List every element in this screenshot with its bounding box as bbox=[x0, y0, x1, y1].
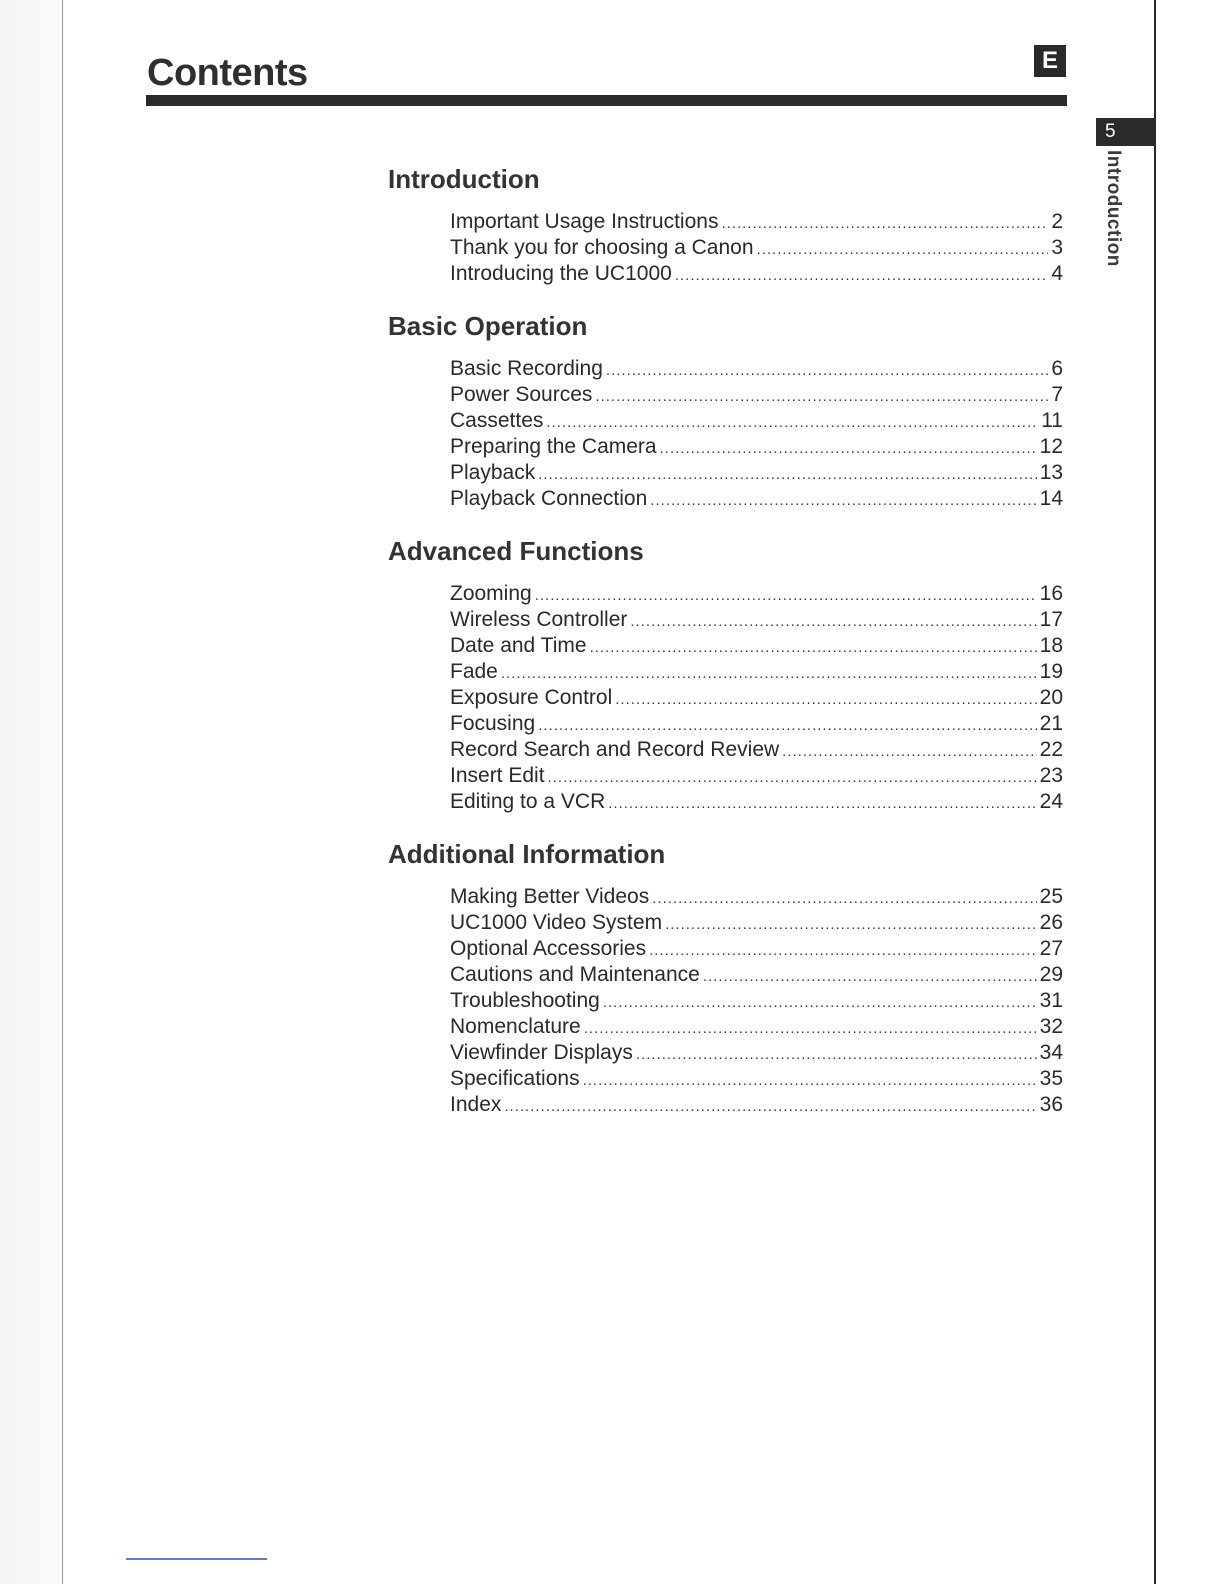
toc-entry[interactable] bbox=[450, 1066, 1063, 1092]
toc-entry-page: 22 bbox=[1039, 738, 1063, 761]
dot-leader bbox=[584, 1016, 1037, 1042]
toc-entry-label: Basic Recording bbox=[450, 357, 603, 380]
dot-leader bbox=[675, 263, 1048, 289]
toc-entry-page: 21 bbox=[1039, 712, 1063, 735]
toc-entry-page: 12 bbox=[1039, 435, 1063, 458]
toc-entry[interactable] bbox=[450, 884, 1063, 910]
toc-entry-label: Date and Time bbox=[450, 634, 587, 657]
toc-entry-page: 32 bbox=[1039, 1015, 1063, 1038]
dot-leader bbox=[606, 358, 1048, 384]
toc-entry-page: 23 bbox=[1039, 764, 1063, 787]
toc-entry[interactable] bbox=[450, 1092, 1063, 1118]
toc-entry[interactable] bbox=[450, 962, 1063, 988]
section-heading: Introduction bbox=[388, 164, 540, 194]
dot-leader bbox=[538, 713, 1036, 739]
dot-leader bbox=[595, 384, 1048, 410]
toc-entry[interactable] bbox=[450, 789, 1063, 815]
dot-leader bbox=[546, 410, 1038, 436]
toc-entry-label: Power Sources bbox=[450, 383, 593, 406]
toc-entry-label: Fade bbox=[450, 660, 498, 683]
toc-entry[interactable] bbox=[450, 633, 1063, 659]
toc-entry-page: 2 bbox=[1051, 210, 1063, 233]
dot-leader bbox=[660, 436, 1037, 462]
toc-entry-page: 6 bbox=[1051, 357, 1063, 380]
toc-entry-page: 34 bbox=[1039, 1041, 1063, 1064]
dot-leader bbox=[703, 964, 1037, 990]
dot-leader bbox=[548, 765, 1037, 791]
section-heading: Additional Information bbox=[388, 839, 666, 869]
toc-entry-label: Playback Connection bbox=[450, 487, 648, 510]
toc-entry-label: Cautions and Maintenance bbox=[450, 963, 700, 986]
toc-entry-page: 17 bbox=[1039, 608, 1063, 631]
toc-entry[interactable] bbox=[450, 235, 1063, 261]
toc-entry[interactable] bbox=[450, 737, 1063, 763]
dot-leader bbox=[501, 661, 1037, 687]
side-tab-section-label: Introduction bbox=[1103, 150, 1124, 267]
dot-leader bbox=[636, 1042, 1037, 1068]
toc-entry[interactable] bbox=[450, 711, 1063, 737]
dot-leader bbox=[630, 609, 1036, 635]
toc-entry-page: 36 bbox=[1039, 1093, 1063, 1116]
toc-entry[interactable] bbox=[450, 763, 1063, 789]
toc-entry-page: 7 bbox=[1051, 383, 1063, 406]
toc-entry-label: Cassettes bbox=[450, 409, 544, 432]
dot-leader bbox=[538, 462, 1036, 488]
footer-underline-mark bbox=[126, 1558, 267, 1560]
toc-entry-label: Wireless Controller bbox=[450, 608, 628, 631]
page-right-margin bbox=[1154, 0, 1224, 1584]
toc-entry-page: 11 bbox=[1041, 409, 1063, 432]
dot-leader bbox=[782, 739, 1036, 765]
toc-section-advanced-functions bbox=[388, 534, 1063, 815]
dot-leader bbox=[504, 1094, 1036, 1120]
toc-entry-page: 19 bbox=[1039, 660, 1063, 683]
toc-entry-page: 24 bbox=[1039, 790, 1063, 813]
page-left-edge-line bbox=[62, 0, 63, 1584]
page-left-margin bbox=[0, 0, 64, 1584]
toc-entry-label: Specifications bbox=[450, 1067, 580, 1090]
toc-entry-page: 14 bbox=[1039, 487, 1063, 510]
toc-entry-page: 3 bbox=[1051, 236, 1063, 259]
header-rule bbox=[146, 95, 1067, 106]
toc-entry[interactable] bbox=[450, 1014, 1063, 1040]
page-right-edge-line bbox=[1154, 0, 1156, 1584]
toc-entry-page: 35 bbox=[1039, 1067, 1063, 1090]
toc-entry[interactable] bbox=[450, 936, 1063, 962]
toc-entry-label: Thank you for choosing a Canon bbox=[450, 236, 754, 259]
language-badge: E bbox=[1034, 45, 1066, 77]
toc-entry-page: 31 bbox=[1039, 989, 1063, 1012]
toc-entry-label: Playback bbox=[450, 461, 536, 484]
toc-entry-page: 16 bbox=[1039, 582, 1063, 605]
toc-entry-label: Introducing the UC1000 bbox=[450, 262, 672, 285]
toc-section-additional-information bbox=[388, 837, 1063, 1118]
toc-entry-label: Record Search and Record Review bbox=[450, 738, 780, 761]
toc-entry-page: 25 bbox=[1039, 885, 1063, 908]
toc-entry[interactable] bbox=[450, 685, 1063, 711]
section-heading: Basic Operation bbox=[388, 311, 588, 341]
side-tab-page-number: 5 bbox=[1096, 118, 1154, 146]
toc-entry-label: Focusing bbox=[450, 712, 536, 735]
dot-leader bbox=[583, 1068, 1037, 1094]
toc-entry[interactable] bbox=[450, 356, 1063, 382]
toc-entry[interactable] bbox=[450, 988, 1063, 1014]
toc-entry-label: Insert Edit bbox=[450, 764, 545, 787]
dot-leader bbox=[721, 211, 1048, 237]
page-title: Contents bbox=[147, 52, 308, 94]
toc-entry-label: Viewfinder Displays bbox=[450, 1041, 633, 1064]
toc-entry-label: Making Better Videos bbox=[450, 885, 650, 908]
toc-entry-label: Exposure Control bbox=[450, 686, 613, 709]
dot-leader bbox=[590, 635, 1037, 661]
toc-entry-label: Optional Accessories bbox=[450, 937, 647, 960]
dot-leader bbox=[665, 912, 1037, 938]
dot-leader bbox=[608, 791, 1036, 817]
toc-entry-label: Index bbox=[450, 1093, 502, 1116]
dot-leader bbox=[757, 237, 1048, 263]
toc-entry[interactable] bbox=[450, 581, 1063, 607]
dot-leader bbox=[649, 938, 1037, 964]
toc-entry-label: Editing to a VCR bbox=[450, 790, 606, 813]
toc-entry-label: Zooming bbox=[450, 582, 532, 605]
dot-leader bbox=[615, 687, 1036, 713]
toc-entry-label: Nomenclature bbox=[450, 1015, 581, 1038]
toc-entry[interactable] bbox=[450, 408, 1063, 434]
toc-entry-page: 4 bbox=[1051, 262, 1063, 285]
toc-entry[interactable] bbox=[450, 607, 1063, 633]
toc-entry[interactable] bbox=[450, 460, 1063, 486]
toc-entry[interactable] bbox=[450, 1040, 1063, 1066]
toc-entry[interactable] bbox=[450, 382, 1063, 408]
toc-entry[interactable] bbox=[450, 659, 1063, 685]
toc-entry-page: 13 bbox=[1039, 461, 1063, 484]
toc-entry-page: 27 bbox=[1039, 937, 1063, 960]
dot-leader bbox=[535, 583, 1037, 609]
toc-entry-label: Preparing the Camera bbox=[450, 435, 657, 458]
toc-entry[interactable] bbox=[450, 434, 1063, 460]
toc-entry-page: 26 bbox=[1039, 911, 1063, 934]
toc-entry[interactable] bbox=[450, 209, 1063, 235]
toc-section-basic-operation bbox=[388, 309, 1063, 512]
dot-leader bbox=[603, 990, 1037, 1016]
toc-entry-label: Troubleshooting bbox=[450, 989, 600, 1012]
toc-entry[interactable] bbox=[450, 261, 1063, 287]
section-heading: Advanced Functions bbox=[388, 536, 644, 566]
toc-entry-page: 18 bbox=[1039, 634, 1063, 657]
toc-entry[interactable] bbox=[450, 486, 1063, 512]
toc-entry-label: UC1000 Video System bbox=[450, 911, 663, 934]
dot-leader bbox=[650, 488, 1036, 514]
table-of-contents bbox=[388, 162, 1063, 1140]
toc-entry[interactable] bbox=[450, 910, 1063, 936]
toc-entry-label: Important Usage Instructions bbox=[450, 210, 719, 233]
dot-leader bbox=[652, 886, 1036, 912]
toc-entry-page: 20 bbox=[1039, 686, 1063, 709]
toc-entry-page: 29 bbox=[1039, 963, 1063, 986]
toc-section-introduction bbox=[388, 162, 1063, 287]
